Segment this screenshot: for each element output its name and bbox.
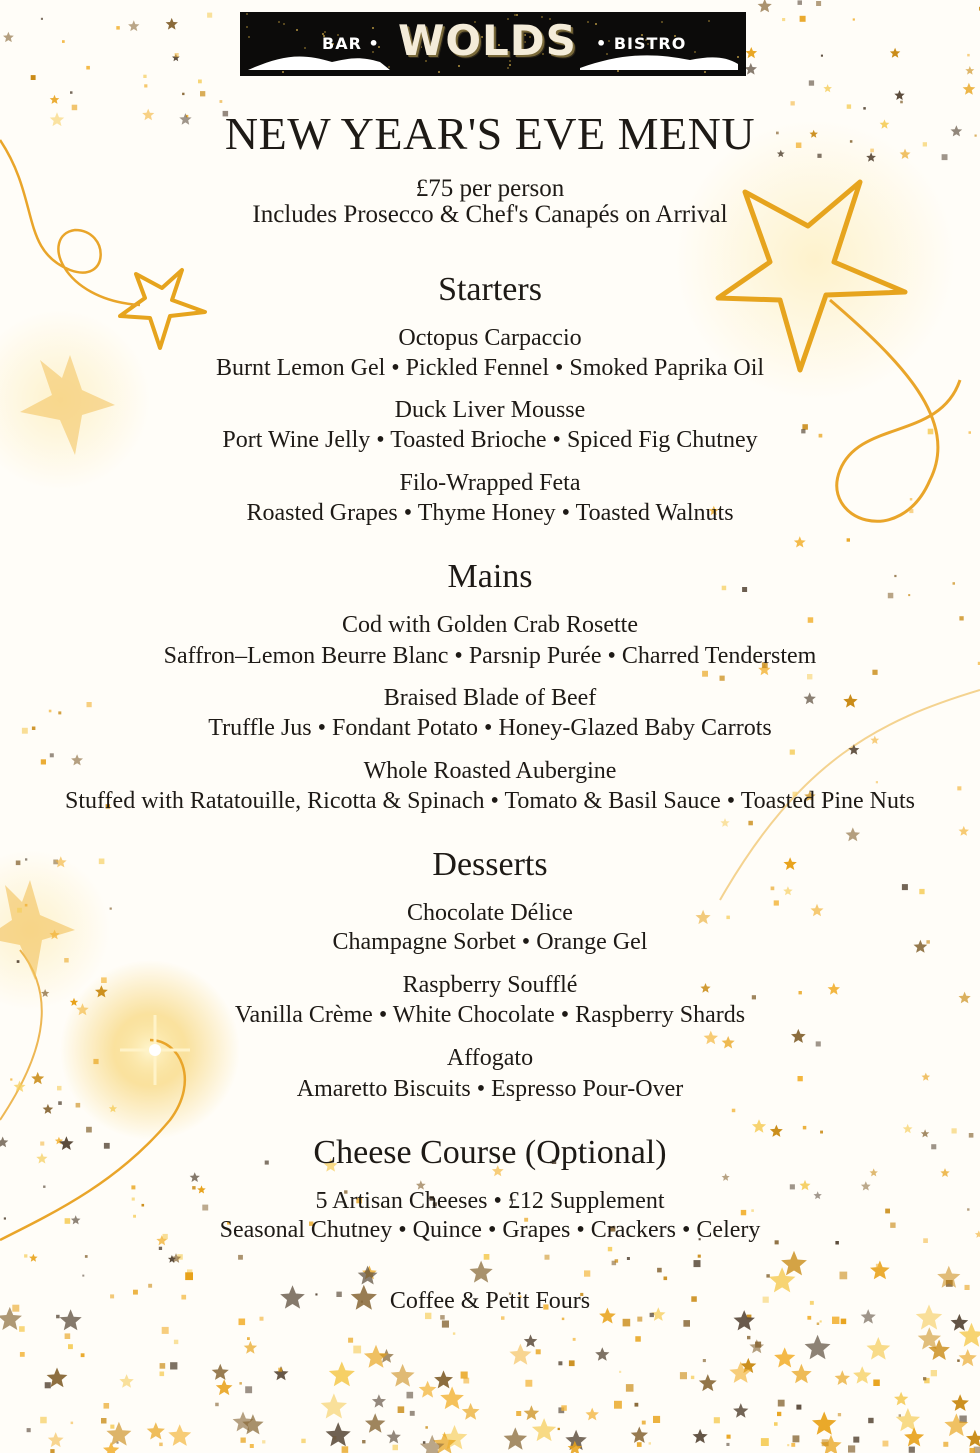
- confetti-dot: [160, 1363, 166, 1369]
- star-confetti-icon: [106, 1422, 131, 1446]
- star-confetti-icon: [326, 1422, 351, 1446]
- confetti-dot: [683, 1320, 690, 1327]
- star-confetti-icon: [693, 1429, 708, 1443]
- star-confetti-icon: [364, 1345, 388, 1368]
- confetti-dot: [362, 1440, 365, 1443]
- confetti-dot: [883, 1441, 889, 1447]
- star-confetti-icon: [3, 32, 14, 42]
- star-confetti-icon: [758, 0, 772, 12]
- confetti-dot: [260, 1317, 264, 1321]
- section-heading-starters: Starters: [438, 271, 542, 308]
- confetti-dot: [207, 13, 212, 18]
- confetti-dot: [200, 91, 205, 96]
- confetti-dot: [623, 1319, 631, 1327]
- star-confetti-icon: [951, 1314, 969, 1331]
- dish-description: Seasonal Chutney • Quince • Grapes • Crackers • Celery: [219, 1217, 761, 1243]
- star-confetti-icon: [524, 1334, 538, 1347]
- confetti-dot: [900, 101, 903, 104]
- confetti-dot: [637, 1442, 642, 1447]
- star-confetti-icon: [781, 1251, 807, 1276]
- confetti-dot: [117, 1442, 119, 1444]
- dish-name: 5 Artisan Cheeses • £12 Supplement: [315, 1188, 665, 1214]
- confetti-dot: [86, 66, 90, 70]
- confetti-dot: [822, 1439, 829, 1446]
- confetti-dot: [159, 1443, 163, 1447]
- dish-description: Burnt Lemon Gel • Pickled Fennel • Smoked Paprika Oil: [215, 355, 765, 381]
- confetti-dot: [20, 1352, 25, 1357]
- star-confetti-icon: [440, 1387, 464, 1410]
- star-confetti-icon: [890, 48, 900, 58]
- star-confetti-icon: [733, 1403, 748, 1418]
- star-confetti-icon: [774, 1347, 795, 1367]
- confetti-dot: [174, 1340, 178, 1344]
- confetti-dot: [85, 1255, 88, 1258]
- confetti-dot: [516, 1411, 521, 1416]
- star-confetti-icon: [372, 1394, 386, 1407]
- star-confetti-icon: [965, 66, 974, 75]
- confetti-dot: [791, 1443, 795, 1447]
- confetti-dot: [31, 75, 36, 80]
- star-confetti-icon: [704, 1031, 718, 1045]
- star-confetti-icon: [853, 1366, 871, 1383]
- confetti-dot: [239, 1382, 242, 1385]
- confetti-dot: [64, 958, 69, 963]
- confetti-dot: [185, 1272, 193, 1280]
- confetti-dot: [931, 1370, 937, 1376]
- confetti-dot: [748, 821, 753, 826]
- confetti-dot: [536, 1349, 541, 1354]
- confetti-dot: [777, 1412, 781, 1416]
- confetti-dot: [680, 1372, 687, 1379]
- star-confetti-icon: [794, 536, 806, 547]
- confetti-dot: [868, 1418, 873, 1423]
- confetti-dot: [876, 1264, 880, 1268]
- confetti-dot: [642, 1421, 646, 1425]
- confetti-dot: [558, 1361, 562, 1365]
- confetti-dot: [278, 1368, 282, 1372]
- brand-name: WOLDS: [398, 16, 577, 65]
- confetti-dot: [919, 889, 924, 894]
- confetti-dot: [635, 1403, 639, 1407]
- star-confetti-icon: [903, 1124, 913, 1133]
- confetti-dot: [162, 1327, 169, 1334]
- confetti-dot: [657, 1268, 662, 1273]
- confetti-dot: [803, 1126, 807, 1130]
- confetti-dot: [821, 55, 823, 57]
- confetti-dot: [65, 1333, 71, 1339]
- confetti-dot: [239, 1319, 246, 1326]
- confetti-dot: [943, 1442, 948, 1447]
- star-confetti-icon: [470, 1261, 493, 1283]
- dish-name: Octopus Carpaccio: [398, 325, 582, 351]
- confetti-dot: [702, 671, 708, 677]
- confetti-dot: [771, 887, 775, 891]
- confetti-dot: [841, 1319, 847, 1325]
- confetti-dot: [872, 670, 877, 675]
- confetti-dot: [747, 1336, 750, 1339]
- confetti-dot: [796, 1405, 801, 1410]
- confetti-dot: [691, 1376, 694, 1379]
- star-confetti-icon: [963, 83, 976, 95]
- star-confetti-icon: [365, 1413, 385, 1432]
- confetti-dot: [45, 1382, 51, 1388]
- confetti-dot: [787, 1444, 789, 1446]
- star-confetti-icon: [959, 826, 970, 836]
- confetti-dot: [635, 1336, 641, 1342]
- confetti-dot: [957, 1359, 960, 1362]
- dish-description: Stuffed with Ratatouille, Ricotta & Spinach • Tomato & Basil Sauce • Toasted Pine Nuts: [64, 788, 916, 814]
- dish-name: Braised Blade of Beef: [383, 685, 597, 711]
- confetti-dot: [68, 1344, 73, 1349]
- confetti-dot: [440, 1315, 445, 1320]
- confetti-dot: [558, 1428, 560, 1430]
- confetti-dot: [807, 1316, 811, 1320]
- star-confetti-icon: [896, 1408, 920, 1431]
- confetti-dot: [970, 1448, 975, 1453]
- confetti-dot: [853, 1437, 859, 1443]
- star-confetti-icon: [752, 1119, 766, 1132]
- star-confetti-icon: [532, 1418, 556, 1441]
- confetti-dot: [798, 0, 803, 5]
- dish-description: Amaretto Biscuits • Espresso Pour-Over: [296, 1076, 684, 1102]
- confetti-dot: [170, 1362, 177, 1369]
- section-heading-desserts: Desserts: [432, 846, 548, 883]
- star-confetti-icon: [631, 1427, 648, 1443]
- confetti-dot: [220, 100, 223, 103]
- star-confetti-icon: [791, 1029, 806, 1043]
- confetti-dot: [241, 1438, 246, 1443]
- star-confetti-icon: [812, 1412, 836, 1435]
- confetti-dot: [104, 1403, 110, 1409]
- confetti-dot: [967, 54, 970, 57]
- star-confetti-icon: [791, 1364, 812, 1384]
- star-confetti-icon: [595, 1347, 609, 1361]
- confetti-dot: [71, 1422, 74, 1425]
- star-confetti-icon: [805, 1335, 831, 1360]
- star-confetti-icon: [212, 1364, 229, 1380]
- star-confetti-icon: [870, 1261, 890, 1280]
- confetti-dot: [703, 1359, 706, 1362]
- dish-description: Port Wine Jelly • Toasted Brioche • Spiced Fig Chutney: [222, 427, 758, 453]
- confetti-dot: [816, 1, 821, 6]
- confetti-dot: [698, 1255, 701, 1258]
- dish-name: Chocolate Délice: [407, 900, 573, 926]
- confetti-dot: [393, 1445, 399, 1451]
- confetti-dot: [41, 18, 43, 20]
- confetti-dot: [27, 1428, 31, 1432]
- star-confetti-icon: [745, 47, 757, 58]
- confetti-dot: [24, 1254, 27, 1257]
- confetti-dot: [545, 1255, 550, 1260]
- confetti-dot: [143, 75, 146, 78]
- confetti-dot: [649, 1442, 651, 1444]
- confetti-dot: [398, 1406, 405, 1413]
- confetti-dot: [76, 1103, 81, 1108]
- star-confetti-icon: [391, 1364, 415, 1387]
- star-confetti-icon: [43, 1104, 54, 1114]
- confetti-dot: [626, 1384, 634, 1392]
- star-confetti-icon: [904, 1427, 924, 1446]
- brand-banner: [240, 12, 746, 76]
- menu-footer: Coffee & Petit Fours: [389, 1288, 591, 1314]
- confetti-dot: [615, 1259, 619, 1263]
- confetti-dot: [840, 1272, 848, 1280]
- confetti-dot: [407, 1392, 414, 1399]
- confetti-dot: [832, 1317, 839, 1324]
- confetti-dot: [761, 1438, 769, 1446]
- star-confetti-icon: [244, 1341, 257, 1354]
- confetti-dot: [561, 1405, 567, 1411]
- star-confetti-icon: [699, 1374, 717, 1391]
- confetti-dot: [732, 1109, 736, 1113]
- confetti-dot: [853, 18, 855, 20]
- confetti-dot: [215, 1403, 219, 1407]
- confetti-dot: [301, 1439, 305, 1443]
- confetti-dot: [250, 1444, 254, 1448]
- confetti-dot: [101, 1418, 107, 1424]
- confetti-dot: [800, 16, 806, 22]
- star-confetti-icon: [959, 1349, 977, 1366]
- confetti-dot: [817, 1323, 820, 1326]
- star-confetti-icon: [867, 1337, 891, 1360]
- dish-name: Filo-Wrapped Feta: [399, 470, 581, 496]
- star-confetti-icon: [50, 95, 60, 104]
- star-confetti-icon: [128, 20, 139, 31]
- confetti-dot: [790, 750, 795, 755]
- star-confetti-icon: [894, 1392, 908, 1406]
- confetti-dot: [348, 1338, 353, 1343]
- confetti-dot: [766, 1274, 769, 1277]
- star-confetti-icon: [216, 1379, 233, 1395]
- confetti-dot: [614, 1401, 622, 1409]
- confetti-dot: [664, 1277, 668, 1281]
- confetti-dot: [198, 80, 202, 84]
- dish-description: Saffron–Lemon Beurre Blanc • Parsnip Purée • Charred Tenderstem: [163, 643, 817, 669]
- confetti-dot: [694, 1260, 701, 1267]
- section-heading-cheese: Cheese Course (Optional): [313, 1134, 667, 1171]
- confetti-dot: [809, 80, 814, 85]
- confetti-dot: [247, 1337, 250, 1340]
- confetti-dot: [807, 674, 812, 679]
- confetti-dot: [182, 93, 184, 95]
- dish-description: Vanilla Crème • White Chocolate • Raspberry Shards: [234, 1002, 746, 1028]
- confetti-dot: [262, 1440, 265, 1443]
- confetti-dot: [902, 884, 908, 890]
- confetti-dot: [608, 1247, 612, 1251]
- confetti-dot: [720, 676, 725, 681]
- confetti-dot: [17, 960, 20, 963]
- confetti-dot: [525, 1380, 532, 1387]
- confetti-dot: [774, 1422, 778, 1426]
- star-confetti-icon: [329, 1362, 355, 1387]
- confetti-dot: [627, 1257, 630, 1260]
- star-confetti-icon: [720, 818, 729, 827]
- confetti-dot: [81, 1353, 85, 1357]
- star-confetti-icon: [190, 1172, 200, 1182]
- confetti-dot: [62, 40, 65, 43]
- confetti-dot: [909, 1447, 915, 1453]
- star-confetti-icon: [846, 827, 861, 841]
- confetti-dot: [782, 18, 785, 21]
- confetti-dot: [110, 1425, 114, 1429]
- confetti-dot: [714, 1417, 720, 1423]
- star-confetti-icon: [894, 90, 904, 100]
- star-confetti-icon: [745, 63, 757, 75]
- star-confetti-icon: [504, 1427, 527, 1449]
- confetti-dot: [461, 1372, 468, 1379]
- confetti-dot: [342, 1446, 349, 1453]
- confetti-dot: [453, 1332, 455, 1334]
- star-confetti-icon: [823, 84, 832, 92]
- confetti-dot: [899, 1414, 901, 1416]
- confetti-dot: [50, 1449, 54, 1453]
- confetti-dot: [637, 1317, 642, 1322]
- star-confetti-icon: [358, 1266, 378, 1285]
- brand-left-word: BAR •: [322, 34, 380, 53]
- star-confetti-icon: [29, 1254, 37, 1262]
- confetti-dot: [175, 53, 179, 57]
- menu-title: NEW YEAR'S EVE MENU: [224, 108, 756, 159]
- confetti-dot: [791, 101, 795, 105]
- dish-description: Roasted Grapes • Thyme Honey • Toasted Walnuts: [246, 500, 734, 526]
- confetti-dot: [727, 1435, 731, 1439]
- dish-name: Affogato: [446, 1045, 534, 1071]
- star-confetti-icon: [951, 1394, 969, 1411]
- confetti-dot: [144, 84, 147, 87]
- star-confetti-icon: [509, 1344, 531, 1365]
- confetti-dot: [584, 1270, 590, 1276]
- confetti-dot: [442, 1321, 449, 1328]
- section-heading-mains: Mains: [447, 558, 533, 595]
- dish-name: Raspberry Soufflé: [402, 972, 578, 998]
- dish-name: Cod with Golden Crab Rosette: [342, 612, 638, 638]
- confetti-dot: [726, 1443, 729, 1446]
- confetti-dot: [793, 1435, 800, 1442]
- star-confetti-icon: [586, 1408, 599, 1421]
- price-line: £75 per person: [415, 175, 565, 202]
- confetti-dot: [501, 1316, 505, 1320]
- confetti-dot: [245, 1386, 252, 1393]
- confetti-dot: [423, 1441, 426, 1444]
- confetti-dot: [838, 1413, 841, 1416]
- confetti-dot: [569, 1360, 575, 1366]
- confetti-dot: [653, 1416, 660, 1423]
- star-confetti-icon: [242, 1414, 263, 1434]
- star-confetti-icon: [524, 1405, 540, 1420]
- star-confetti-icon: [722, 1173, 730, 1181]
- confetti-dot: [86, 1127, 92, 1133]
- star-confetti-icon: [48, 1432, 64, 1447]
- star-confetti-icon: [387, 1430, 401, 1444]
- confetti-dot: [56, 1315, 60, 1319]
- dish-name: Duck Liver Mousse: [394, 397, 586, 423]
- confetti-dot: [755, 1342, 761, 1348]
- confetti-dot: [238, 1255, 243, 1260]
- confetti-dot: [19, 1326, 25, 1332]
- confetti-dot: [160, 1372, 165, 1377]
- star-confetti-icon: [119, 1374, 133, 1388]
- confetti-dot: [573, 1338, 576, 1341]
- confetti-dot: [353, 1346, 361, 1354]
- confetti-dot: [484, 1254, 490, 1260]
- star-confetti-icon: [166, 18, 178, 30]
- includes-line: Includes Prosecco & Chef's Canapés on Arrival: [252, 201, 728, 228]
- confetti-dot: [847, 538, 850, 541]
- confetti-dot: [820, 1320, 822, 1322]
- confetti-dot: [40, 1417, 47, 1424]
- brand-right-word: • BISTRO: [596, 34, 687, 53]
- star-confetti-icon: [462, 1403, 480, 1420]
- confetti-dot: [410, 1411, 415, 1416]
- dish-name: Whole Roasted Aubergine: [363, 758, 617, 784]
- star-confetti-icon: [168, 1424, 191, 1446]
- star-confetti-icon: [434, 1370, 453, 1388]
- star-confetti-icon: [321, 1393, 347, 1418]
- confetti-dot: [70, 91, 73, 94]
- star-confetti-icon: [783, 886, 793, 895]
- star-confetti-icon: [419, 1381, 437, 1398]
- star-confetti-icon: [147, 1422, 165, 1439]
- confetti-dot: [116, 26, 120, 30]
- confetti-dot: [425, 1426, 428, 1429]
- confetti-dot: [619, 1371, 621, 1373]
- confetti-dot: [873, 1380, 880, 1387]
- dish-description: Champagne Sorbet • Orange Gel: [332, 929, 648, 955]
- confetti-dot: [82, 1275, 84, 1277]
- star-confetti-icon: [848, 744, 859, 755]
- confetti-dot: [778, 1400, 785, 1407]
- confetti-dot: [159, 1247, 162, 1250]
- confetti-dot: [562, 1318, 565, 1321]
- confetti-dot: [923, 1377, 926, 1380]
- star-confetti-icon: [966, 1430, 980, 1447]
- star-confetti-icon: [835, 1370, 850, 1385]
- dish-description: Truffle Jus • Fondant Potato • Honey-Glazed Baby Carrots: [208, 715, 772, 741]
- confetti-dot: [848, 1445, 855, 1452]
